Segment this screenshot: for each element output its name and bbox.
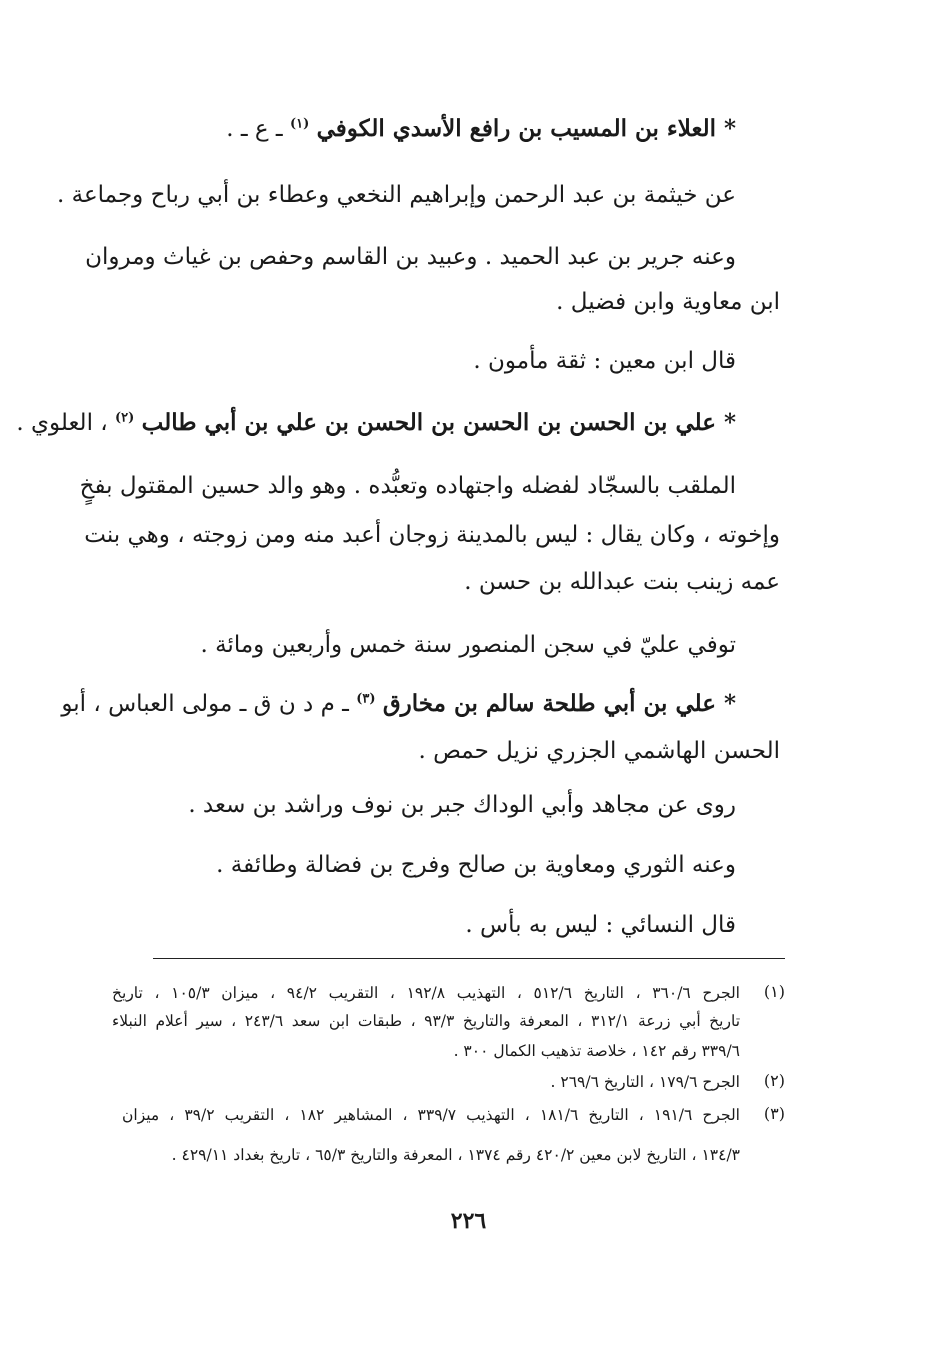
entry2-heading [16, 408, 736, 438]
entry1-line2: وعنه جرير بن عبد الحميد . وعبيد بن القاسم وحفص بن غياث ومروان [85, 244, 736, 270]
entry3-line2: روى عن مجاهد وأبي الوداك جبر بن نوف وراشد بن سعد . [188, 792, 736, 818]
entry1-line4: قال ابن معين : ثقة مأمون . [473, 348, 736, 374]
entry1-line1: عن خيثمة بن عبد الرحمن وإبراهيم النخعي وعطاء بن أبي رباح وجماعة . [56, 182, 736, 208]
footnote1-line3: ٣٣٩/٦ رقم ١٤٢ ، خلاصة تذهيب الكمال ٣٠٠ . [453, 1042, 740, 1060]
entry3-heading-name: * علي بن أبي طلحة سالم بن مخارق [382, 690, 736, 717]
entry3-line3: وعنه الثوري ومعاوية بن صالح وفرج بن فضالة وطائفة . [216, 852, 736, 878]
entry1-heading-tail: ـ ع ـ . [226, 116, 283, 142]
footnote-separator [153, 958, 785, 959]
footnote3-line1: الجرح ١٩١/٦ ، التاريخ ١٨١/٦ ، التهذيب ٣٣٩/٧ ، المشاهير ١٨٢ ، التقريب ٣٩/٢ ، ميزان [122, 1106, 740, 1124]
footnote2-number: (٢) [763, 1071, 785, 1090]
entry3-heading [61, 689, 736, 719]
page-number: ٢٢٦ [450, 1208, 487, 1234]
entry2-line4: توفي عليّ في سجن المنصور سنة خمس وأربعين ومائة . [200, 632, 736, 658]
footnote3-number: (٣) [763, 1104, 785, 1123]
entry1-heading [226, 114, 736, 144]
entry2-line2: وإخوته ، وكان يقال : ليس بالمدينة زوجان أعبد منه ومن زوجته ، وهي بنت [84, 522, 780, 548]
entry2-line3: عمه زينب بنت عبدالله بن حسن . [464, 569, 780, 595]
footnote1-line2: تاريخ أبي زرعة ٣١٢/١ ، المعرفة والتاريخ ٩٣/٣ ، طبقات ابن سعد ٢٤٣/٦ ، سير أعلام النبلاء [112, 1012, 741, 1030]
entry1-line3: ابن معاوية وابن فضيل . [556, 289, 780, 315]
entry3-heading-tail: ـ م د ن ق ـ مولى العباس ، أبو [61, 691, 349, 717]
footnote1-line1: الجرح ٣٦٠/٦ ، التاريخ ٥١٢/٦ ، التهذيب ١٩٢/٨ ، التقريب ٩٤/٢ ، ميزان ١٠٥/٣ ، تاريخ [112, 984, 740, 1002]
entry2-heading-name: * علي بن الحسن بن الحسن بن الحسن بن علي بن أبي طالب [141, 409, 736, 436]
entry2-heading-tail: ، العلوي . [16, 410, 108, 436]
entry3-line4: قال النسائي : ليس به بأس . [465, 912, 736, 938]
entry1-heading-name: * العلاء بن المسيب بن رافع الأسدي الكوفي [316, 115, 736, 142]
footnote3-line2: ١٣٤/٣ ، التاريخ لابن معين ٤٢٠/٢ رقم ١٣٧٤ ، المعرفة والتاريخ ٦٥/٣ ، تاريخ بغداد ٤٢٩/١١ . [171, 1146, 740, 1164]
entry2-line1: الملقب بالسجّاد لفضله واجتهاده وتعبُّده . وهو والد حسين المقتول بفخٍ [79, 473, 736, 499]
entry3-footnote-ref: (٣) [356, 691, 376, 707]
entry1-footnote-ref: (١) [289, 116, 310, 132]
footnote2-line1: الجرح ١٧٩/٦ ، التاريخ ٢٦٩/٦ . [550, 1073, 740, 1091]
entry2-footnote-ref: (٢) [115, 410, 135, 426]
footnote1-number: (١) [763, 982, 785, 1001]
entry3-line1: الحسن الهاشمي الجزري نزيل حمص . [418, 738, 780, 764]
